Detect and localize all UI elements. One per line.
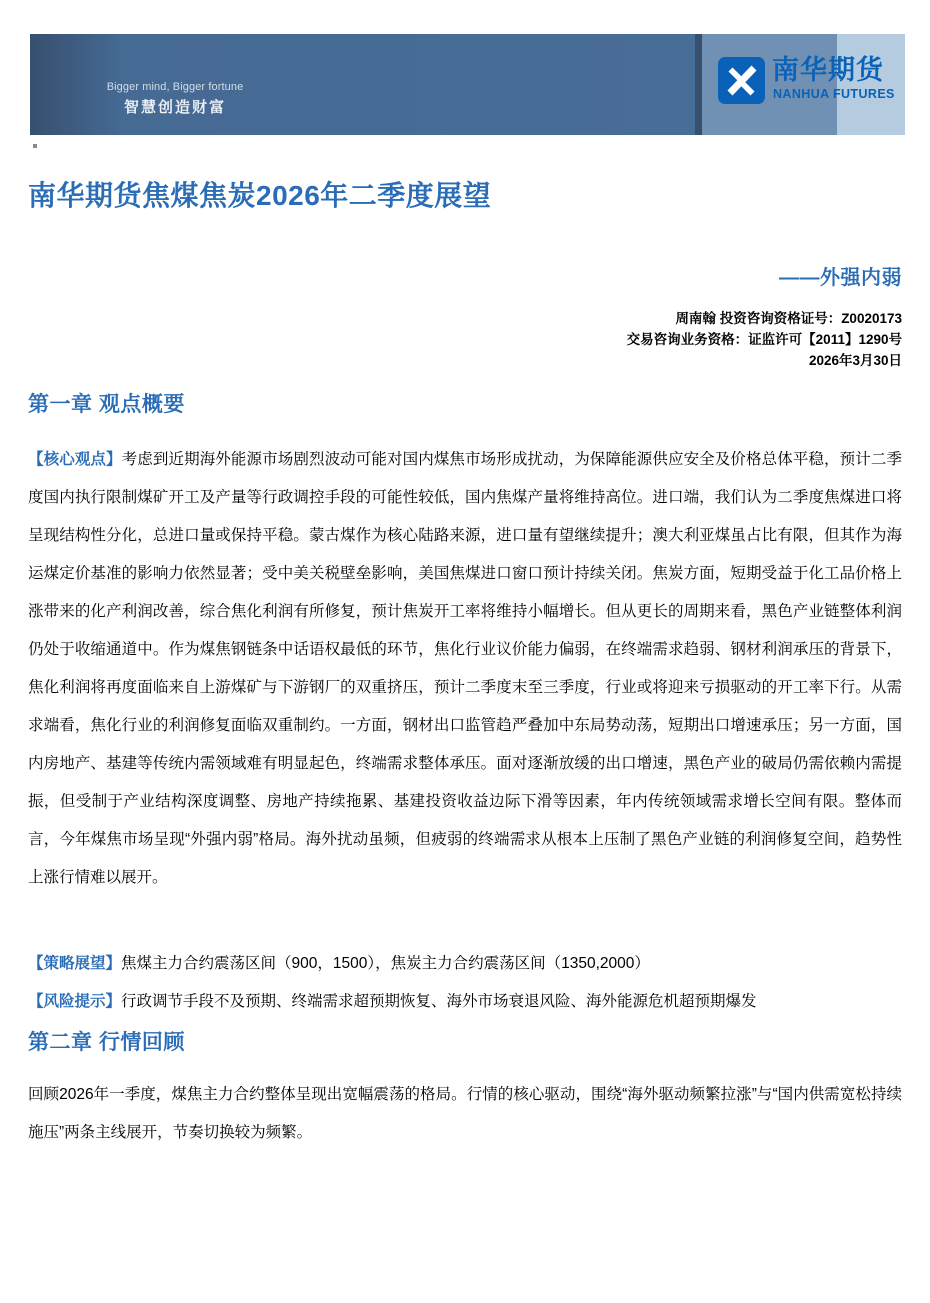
core-view-tag: 【核心观点】 <box>28 451 122 468</box>
author-date-line: 2026年3月30日 <box>808 353 902 368</box>
market-review-paragraph <box>28 1076 902 1152</box>
strategy-outlook-row <box>28 945 902 983</box>
strategy-text: 焦煤主力合约震荡区间（900，1500），焦炭主力合约震荡区间（1350,2000） <box>121 955 650 972</box>
author-analyst-line: 周南翰 投资咨询资格证号：Z0020173 <box>675 311 902 326</box>
author-credentials-block <box>627 308 902 371</box>
risk-tag: 【风险提示】 <box>28 993 122 1010</box>
chapter-heading-1: 第一章 观点概要 <box>28 393 185 416</box>
logo-english-text: NANHUA FUTURES <box>773 87 895 101</box>
strategy-tag: 【策略展望】 <box>28 955 122 972</box>
risk-warning-row <box>28 983 902 1021</box>
core-view-text: 考虑到近期海外能源市场剧烈波动可能对国内煤焦市场形成扰动，为保障能源供应安全及价格总体平稳，预计二季度国内执行限制煤矿开工及产量等行政调控手段的可能性较低，国内焦煤产量将维持高位。进口端，我们认为二季度焦煤进口将呈现结构性分化，总进口量或保持平稳。蒙古煤作为核心陆路来源，进口量有望继续提升；澳大利亚煤虽占比有限，但其作为海运煤定价基准的影响力依然显著；受中美关税壁垒影响，美国焦煤进口窗口预计持续关闭。焦炭方面，短期受益于化工品价格上涨带来的化产利润改善，综合焦化利润有所修复，预计焦炭开工率将维持小幅增长。但从更长的周期来看，黑色产业链整体利润仍处于收缩通道中。作为煤焦钢链条中话语权最低的环节，焦化行业议价能力偏弱，在终端需求趋弱、钢材利润承压的背景下，焦化利润将再度面临来自上游煤矿与下游钢厂的双重挤压，预计二季度末至三季度，行业或将迎来亏损驱动的开工率下行。从需求端看，焦化行业的利润修复面临双重制约。一方面，钢材出口监管趋严叠加中东局势动荡，短期出口增速承压；另一方面，国内房地产、基建等传统内需领域难有明显起色，终端需求整体承压。面对逐渐放缓的出口增速，黑色产业的破局仍需依赖内需提振，但受制于产业结构深度调整、房地产持续拖累、基建投资收益边际下滑等因素，年内传统领域需求增长空间有限。整体而言，今年煤焦市场呈现“外强内弱”格局。海外扰动虽频，但疲弱的终端需求从根本上压制了黑色产业链的利润修复空间，趋势性上涨行情难以展开。 <box>28 451 902 886</box>
chapter-heading-2: 第二章 行情回顾 <box>28 1031 185 1054</box>
page-marker-dot <box>33 144 37 148</box>
author-license-line: 交易咨询业务资格：证监许可【2011】1290号 <box>626 332 902 347</box>
logo-slash-icon <box>718 57 765 104</box>
company-tagline <box>60 82 290 115</box>
document-subtitle: ——外强内弱 <box>779 267 902 289</box>
banner-divider-stripe <box>695 34 702 135</box>
document-title: 南华期货焦煤焦炭2026年二季度展望 <box>28 180 492 211</box>
core-view-paragraph <box>28 441 902 897</box>
company-logo <box>718 55 898 113</box>
tagline-english: Bigger mind, Bigger fortune <box>106 81 244 93</box>
market-review-text: 回顾2026年一季度，煤焦主力合约整体呈现出宽幅震荡的格局。行情的核心驱动，围绕“海外驱动频繁拉涨”与“国内供需宽松持续施压”两条主线展开，节奏切换较为频繁。 <box>28 1086 902 1141</box>
logo-chinese-text: 南华期货 <box>772 55 884 85</box>
tagline-chinese: 智慧创造财富 <box>123 99 226 116</box>
risk-text: 行政调节手段不及预期、终端需求超预期恢复、海外市场衰退风险、海外能源危机超预期爆发 <box>121 993 757 1010</box>
